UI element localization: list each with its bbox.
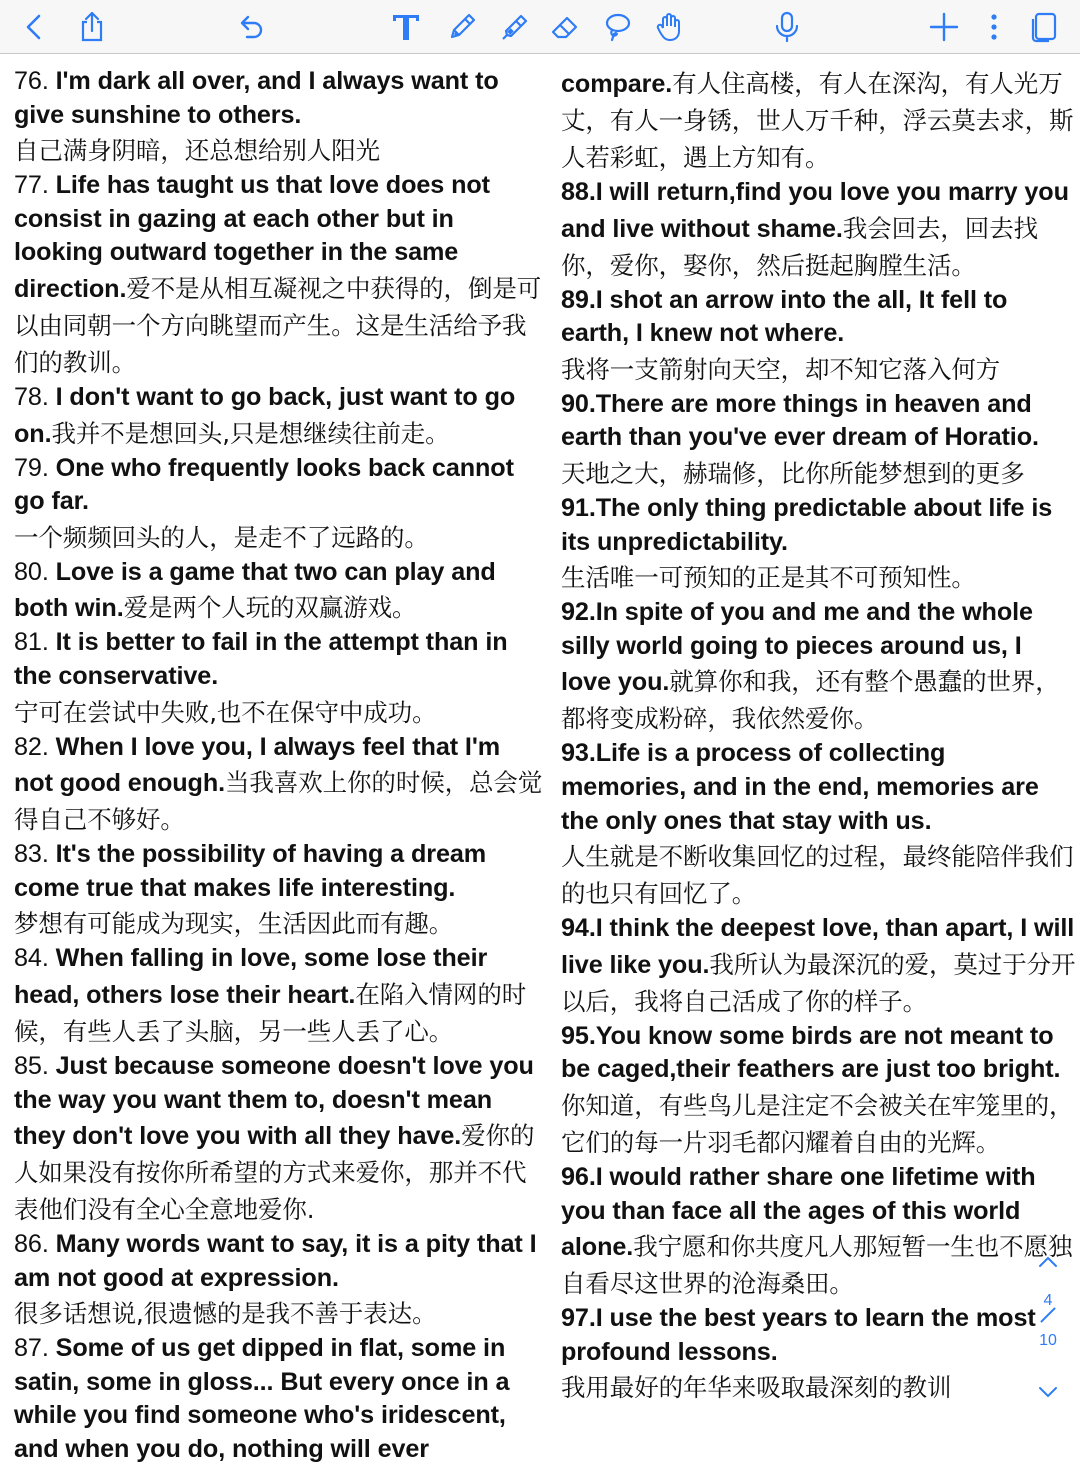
list-item xyxy=(561,492,1076,596)
chinese-translation: 宁可在尝试中失败,也不在保守中成功。 xyxy=(14,697,437,727)
chinese-translation: 你知道，有些鸟儿是注定不会被关在牢笼里的，它们的每一片羽毛都闪耀着自由的光辉。 xyxy=(561,1090,1074,1157)
item-number: 93. xyxy=(561,739,596,768)
english-quote: I use the best years to learn the most profound lessons. xyxy=(561,1304,1036,1366)
eraser-icon xyxy=(548,10,582,44)
microphone-button[interactable] xyxy=(765,5,809,49)
english-quote: It is better to fail in the attempt than in the conservative. xyxy=(14,628,508,690)
english-quote: Life is a process of collecting memories, and in the end, memories are the only ones that stay with us. xyxy=(561,739,1039,835)
english-quote: I would rather share one lifetime with you than face all the ages of this world alone. xyxy=(561,1162,1036,1262)
english-quote: I'm dark all over, and I always want to give sunshine to others. xyxy=(14,67,499,129)
item-number: 78. xyxy=(14,382,49,411)
item-number: 92. xyxy=(561,598,596,627)
chinese-translation: 在陷入情网的时候，有些人丢了头脑，另一些人丢了心。 xyxy=(14,979,527,1046)
list-item xyxy=(14,381,544,452)
list-item xyxy=(14,731,544,839)
list-item xyxy=(14,626,544,730)
chinese-translation: 梦想有可能成为现实，生活因此而有趣。 xyxy=(14,909,454,939)
hand-icon xyxy=(653,10,687,44)
page-down-icon[interactable] xyxy=(1034,1382,1062,1402)
english-quote: I shot an arrow into the all, It fell to earth, I knew not where. xyxy=(561,285,1008,348)
chinese-translation: 我会回去，回去找你，爱你，娶你，然后挺起胸膛生活。 xyxy=(561,213,1039,280)
share-button[interactable] xyxy=(70,5,114,49)
pages-icon xyxy=(1027,10,1061,44)
document-page[interactable] xyxy=(0,55,1080,1464)
english-quote: It's the possibility of having a dream come true that makes life interesting. xyxy=(14,840,487,902)
english-quote: You know some birds are not meant to be caged,their feathers are just too bright. xyxy=(561,1021,1061,1084)
share-icon xyxy=(75,10,109,44)
list-item xyxy=(14,1050,544,1228)
list-item xyxy=(14,169,544,381)
list-item xyxy=(14,556,544,627)
more-button[interactable] xyxy=(972,5,1016,49)
item-number: 95. xyxy=(561,1021,596,1050)
eraser-tool-button[interactable] xyxy=(543,5,587,49)
item-number: 77. xyxy=(14,171,49,200)
item-number: 82. xyxy=(14,732,49,761)
chinese-translation: 生活唯一可预知的正是其不可预知性。 xyxy=(561,563,976,593)
list-item xyxy=(561,912,1076,1020)
item-number: 91. xyxy=(561,493,596,522)
page-up-icon[interactable] xyxy=(1034,1252,1062,1272)
list-item xyxy=(14,1228,544,1332)
lasso-icon xyxy=(600,10,634,44)
current-page: 4 xyxy=(1043,1292,1053,1309)
chinese-translation: 我将一支箭射向天空，却不知它落入何方 xyxy=(561,354,1001,384)
add-page-button[interactable] xyxy=(922,5,966,49)
text-tool-icon xyxy=(389,10,423,44)
item-number: 86. xyxy=(14,1230,49,1259)
list-item xyxy=(561,176,1076,284)
list-item xyxy=(561,1302,1076,1406)
english-quote: I don't want to go back, just want to go on. xyxy=(14,382,516,448)
item-number: 96. xyxy=(561,1162,596,1191)
english-quote: One who frequently looks back cannot go far. xyxy=(14,453,514,516)
english-quote: I will return,find you love you marry you and live without shame. xyxy=(561,178,1069,243)
microphone-icon xyxy=(770,10,804,44)
item-number: 87. xyxy=(14,1334,49,1363)
back-button[interactable] xyxy=(12,5,56,49)
list-item xyxy=(14,65,544,169)
toolbar xyxy=(0,0,1080,54)
chinese-translation: 爱你的人如果没有按你所希望的方式来爱你，那并不代表他们没有全心全意地爱你. xyxy=(14,1121,535,1225)
back-icon xyxy=(17,10,51,44)
chinese-translation: 当我喜欢上你的时候，总会觉得自己不够好。 xyxy=(14,768,543,835)
english-quote: Love is a game that two can play and both win. xyxy=(14,557,496,623)
pen-icon xyxy=(445,10,479,44)
english-quote: In spite of you and me and the whole silly world going to pieces around us, I love you. xyxy=(561,598,1033,697)
chinese-translation: 我宁愿和你共度凡人那短暂一生也不愿独自看尽这世界的沧海桑田。 xyxy=(561,1232,1073,1299)
english-quote: Some of us get dipped in flat, some in satin, some in gloss... But every once in a while you find someone who's iridescent, and when you do, nothing will ever xyxy=(14,1334,510,1464)
english-quote: When I love you, I always feel that I'm not good enough. xyxy=(14,732,501,798)
chinese-translation: 很多话想说,很遗憾的是我不善于表达。 xyxy=(14,1299,437,1329)
highlighter-icon xyxy=(497,10,531,44)
item-number: 81. xyxy=(14,628,49,657)
list-item xyxy=(14,838,544,942)
list-item xyxy=(561,596,1076,737)
hand-tool-button[interactable] xyxy=(648,5,692,49)
chinese-translation: 我所认为最深沉的爱，莫过于分开以后，我将自己活成了你的样子。 xyxy=(561,949,1076,1016)
item-number: 88. xyxy=(561,178,596,206)
english-quote: I think the deepest love, than apart, I will live like you. xyxy=(561,914,1075,979)
total-pages: 10 xyxy=(1039,1332,1057,1349)
list-item xyxy=(561,1161,1076,1302)
lasso-tool-button[interactable] xyxy=(595,5,639,49)
pages-button[interactable] xyxy=(1022,5,1066,49)
chinese-translation: 有人住高楼，有人在深沟，有人光万丈，有人一身锈，世人万千种，浮云莫去求，斯人若彩虹，遇上方知有。 xyxy=(561,69,1074,172)
item-number: 79. xyxy=(14,453,49,482)
chinese-translation: 我用最好的年华来吸取最深刻的教训 xyxy=(561,1373,952,1403)
list-item xyxy=(14,942,544,1050)
english-quote: Just because someone doesn't love you the way you want them to, doesn't mean they don't love you with all they have. xyxy=(14,1051,534,1151)
chinese-translation: 天地之大，赫瑞修，比你所能梦想到的更多 xyxy=(561,458,1025,488)
item-number: 90. xyxy=(561,389,596,418)
english-quote: When falling in love, some lose their head, others lose their heart. xyxy=(14,944,488,1009)
pen-tool-button[interactable] xyxy=(440,5,484,49)
list-item xyxy=(14,452,544,556)
list-item xyxy=(561,388,1076,492)
item-number: 89. xyxy=(561,285,596,314)
chinese-translation: 人生就是不断收集回忆的过程，最终能陪伴我们的也只有回忆了。 xyxy=(561,842,1074,909)
chinese-translation: 爱是两个人玩的双赢游戏。 xyxy=(123,593,417,623)
list-item xyxy=(14,1332,544,1466)
item-number: 97. xyxy=(561,1304,596,1333)
text-tool-button[interactable] xyxy=(384,5,428,49)
item-number: 85. xyxy=(14,1051,49,1080)
item-number: 80. xyxy=(14,557,49,586)
english-quote: compare. xyxy=(561,70,673,98)
chinese-translation: 一个频频回头的人，是走不了远路的。 xyxy=(14,522,429,552)
add-icon xyxy=(927,10,961,44)
highlighter-tool-button[interactable] xyxy=(492,5,536,49)
left-column xyxy=(14,65,544,1467)
chinese-translation: 爱不是从相互凝视之中获得的，倒是可以由同朝一个方向眺望而产生。这是生活给予我们的教训。 xyxy=(14,273,542,377)
undo-button[interactable] xyxy=(228,5,272,49)
list-item xyxy=(561,65,1076,176)
english-quote: Life has taught us that love does not consist in gazing at each other but in looking outward together in the same direction. xyxy=(14,171,490,303)
item-number: 76. xyxy=(14,67,49,95)
undo-icon xyxy=(233,10,267,44)
chinese-translation: 我并不是想回头,只是想继续往前走。 xyxy=(51,418,450,448)
list-item xyxy=(561,737,1076,912)
page-indicator xyxy=(1030,1252,1066,1412)
more-icon xyxy=(977,10,1011,44)
english-quote: Many words want to say, it is a pity that I am not good at expression. xyxy=(14,1230,537,1292)
list-item xyxy=(561,1020,1076,1161)
item-number: 94. xyxy=(561,914,596,943)
english-quote: There are more things in heaven and earth than you've ever dream of Horatio. xyxy=(561,389,1039,452)
english-quote: The only thing predictable about life is its unpredictability. xyxy=(561,493,1053,556)
chinese-translation: 自己满身阴暗，还总想给别人阳光 xyxy=(14,136,380,166)
list-item xyxy=(561,284,1076,388)
chinese-translation: 就算你和我，还有整个愚蠢的世界，都将变成粉碎，我依然爱你。 xyxy=(561,667,1060,734)
item-number: 84. xyxy=(14,944,49,973)
right-column xyxy=(561,65,1076,1406)
item-number: 83. xyxy=(14,840,49,869)
